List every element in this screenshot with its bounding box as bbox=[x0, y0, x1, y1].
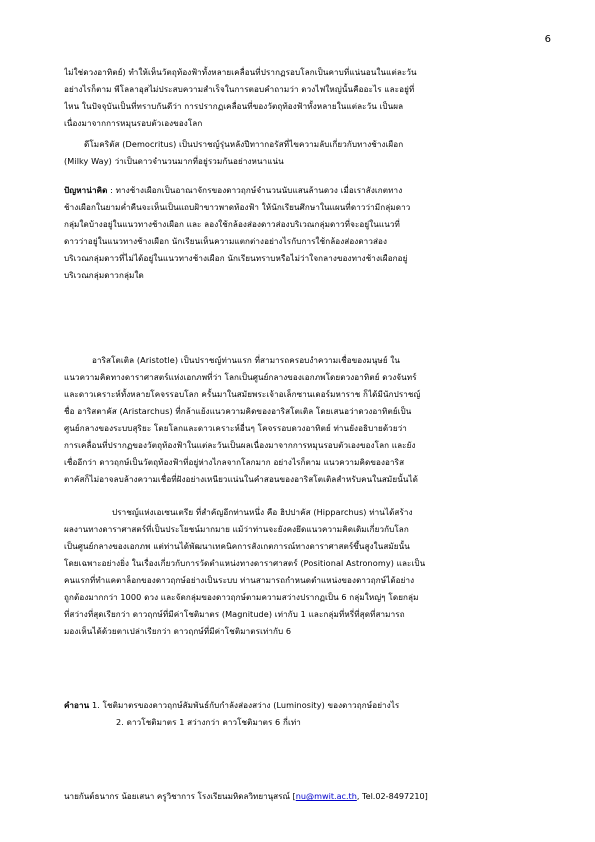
text-line: ศูนย์กลางของระบบสุริยะ โดยโลกและดาวเคราะห์อื่นๆ โคจรรอบดวงอาทิตย์ ท่านยังอธิบายด้วยว่า bbox=[64, 423, 407, 433]
question-label: ปัญหาน่าคิด bbox=[64, 185, 108, 195]
paragraph-intro bbox=[64, 64, 532, 132]
text-line: คนแรกที่ทำแคตาล็อกของดาวฤกษ์อย่างเป็นระบบ ท่านสามารถกำหนดตำแหน่งของดาวฤกษ์ได้อย่าง bbox=[64, 575, 415, 585]
note-item: 1. โชติมาตรของดาวฤกษ์สัมพันธ์กับกำลังส่องสว่าง (Luminosity) ของดาวฤกษ์อย่างไร bbox=[92, 700, 400, 710]
text-line: แนวความคิดทางดาราศาสตร์แห่งเอกภพที่ว่า โลกเป็นศูนย์กลางของเอกภพโดยดวงอาทิตย์ ดวงจันทร์ bbox=[64, 372, 417, 382]
text-line: และดาวเคราะห์ทั้งหลายโคจรรอบโลก ครั้นมาในสมัยพระเจ้าอเล็กซานเดอร์มหาราช ก็ได้มีนักปราชญ์ bbox=[64, 389, 421, 399]
text-line: ชื่อ อาริสตาคัส (Aristarchus) ที่กล้าแย้งแนวความคิดของอาริสโตเติล โดยเสนอว่าดวงอาทิตย์เป็น bbox=[64, 406, 412, 416]
paragraph-question bbox=[64, 182, 532, 284]
text-line: ดาวว่าอยู่ในแนวทางช้างเผือก นักเรียนเห็นความแตกต่างอย่างไรกับการใช้กล้องส่องดาวส่อง bbox=[64, 236, 388, 246]
text-line bbox=[64, 182, 532, 199]
text-line: (Milky Way) ว่าเป็นดาวจำนวนมากที่อยู่รวมกันอย่างหนาแน่น bbox=[64, 156, 284, 166]
text-line: บริเวณกลุ่มดาวกลุ่มใด bbox=[64, 270, 144, 280]
question-text: : ทางช้างเผือกเป็นอาณาจักรของดาวฤกษ์จำนวนนับแสนล้านดวง เมื่อเราสังเกตทาง bbox=[110, 185, 403, 195]
text-line: ไม่ใช่ดวงอาทิตย์) ทำให้เห็นวัตถุท้องฟ้าทั้งหลายเคลื่อนที่ปรากฏรอบโลกเป็นคาบที่แน่นอนในแต่ละวัน bbox=[64, 67, 417, 77]
text-line: การเคลื่อนที่ปรากฏของวัตถุท้องฟ้าในแต่ละวันเป็นผลเนื่องมาจากการหมุนรอบตัวเองของโลก และยัง bbox=[64, 440, 416, 450]
paragraph-hipparchus bbox=[64, 504, 532, 640]
text-line: ตาคัสก็ไม่อาจลบล้างความเชื่อที่ฝังอย่างเหนียวแน่นในคำสอนของอาริสโตเติลสำหรับคนในสมัยนั้นได้ bbox=[64, 474, 419, 484]
text-line: ถูกต้องมากกว่า 1000 ดวง และจัดกลุ่มของดาวฤกษ์ตามความสว่างปรากฏเป็น 6 กลุ่มใหญ่ๆ โดยกลุ่ม bbox=[64, 592, 419, 602]
text-line: ที่สว่างที่สุดเรียกว่า ดาวฤกษ์ที่มีค่าโชติมาตร (Magnitude) เท่ากับ 1 และกลุ่มที่หรี่ที่สุดที่สามารถ bbox=[64, 609, 405, 619]
text-line: บริเวณกลุ่มดาวที่ไม่ได้อยู่ในแนวทางช้างเผือก นักเรียนทราบหรือไม่ว่าใจกลางของทางช้างเผือกอยู่ bbox=[64, 253, 408, 263]
email-link[interactable]: nu@mwit.ac.th bbox=[295, 791, 357, 801]
footer-author: นายกันต์ธนากร น้อยเสนา ครูวิชาการ โรงเรียนมหิดลวิทยานุสรณ์ bbox=[64, 791, 290, 801]
text-line: ดีโมคริตัส (Democritus) เป็นปราชญ์รุ่นหลังปีทาากอรัสที่ไขความลับเกี่ยวกับทางช้างเผือก bbox=[84, 139, 404, 149]
text-line bbox=[64, 697, 532, 714]
text-line: เนื่องมาจากการหมุนรอบตัวเองของโลก bbox=[64, 118, 203, 128]
text-line: กลุ่มใดบ้างอยู่ในแนวทางช้างเผือก และ ลองใช้กล้องส่องดาวส่องบริเวณกลุ่มดาวที่จะอยู่ในแนวที่ bbox=[64, 219, 400, 229]
text-line: ไหน ในปัจจุบันเป็นที่ทราบกันดีว่า การปรากฏเคลื่อนที่ของวัตถุท้องฟ้าทั้งหลายในแต่ละวัน เป็นผล bbox=[64, 101, 404, 111]
text-line: อาริสโตเติล (Aristotle) เป็นปราชญ์ท่านแรก ที่สามารถครอบงำความเชื่อของมนุษย์ ใน bbox=[92, 355, 401, 365]
footer-tel: Tel.02-8497210 bbox=[362, 791, 425, 801]
text-line: ช้างเผือกในยามค่ำคืนจะเห็นเป็นแถบฝ้าขาวพาดท้องฟ้า ให้นักเรียนศึกษาในแผนที่ดาวว่ามีกลุ่มดาว bbox=[64, 202, 411, 212]
text-line: ปราชญ์แห่งเอเซนเตรีย ที่สำคัญอีกท่านหนึ่ง คือ ฮิปปาคัส (Hipparchus) ท่านได้สร้าง bbox=[112, 507, 413, 517]
paragraph-aristotle bbox=[64, 352, 532, 488]
note-label: คำอาน bbox=[64, 700, 90, 710]
text-line: เชื่ออีกว่า ดาวฤกษ์เป็นวัตถุท้องฟ้าที่อยู่ห่างไกลจากโลกมาก อย่างไรก็ตาม แนวความคิดของอาริส bbox=[64, 457, 405, 467]
text-line: อย่างไรก็ตาม พีโลลาอุสไม่ประสบความสำเร็จในการตอบคำถามว่า ดวงไฟใหญ่นั้นคืออะไร และอยู่ที่ bbox=[64, 84, 415, 94]
page-number: 6 bbox=[544, 34, 551, 45]
text-line: เป็นศูนย์กลางของเอกภพ แต่ท่านได้พัฒนาเทคนิคการสังเกตการณ์ทางดาราศาสตร์ขึ้นสูงในสมัยนั้น bbox=[64, 541, 410, 551]
text-line: ผลงานทางดาราศาสตร์ที่เป็นประโยชน์มากมาย แม้ว่าท่านจะยังคงยึดแนวความคิดเดิมเกี่ยวกับโลก bbox=[64, 524, 409, 534]
paragraph-democritus bbox=[64, 136, 532, 170]
note-block bbox=[64, 697, 532, 731]
footer: นายกันต์ธนากร น้อยเสนา ครูวิชาการ โรงเรียนมหิดลวิทยานุสรณ์ [nu@mwit.ac.th, Tel.02-8497210] bbox=[64, 791, 428, 801]
text-line: โดยเฉพาะอย่างยิ่ง ในเรื่องเกี่ยวกับการวัดตำแหน่งทางดาราศาสตร์ (Positional Astronomy) และเป็น bbox=[64, 558, 426, 568]
text-line: มองเห็นได้ด้วยตาเปล่าเรียกว่า ดาวฤกษ์ที่มีค่าโชติมาตรเท่ากับ 6 bbox=[64, 626, 292, 636]
note-item: 2. ดาวโชติมาตร 1 สว่างกว่า ดาวโชติมาตร 6 กี่เท่า bbox=[116, 717, 301, 727]
